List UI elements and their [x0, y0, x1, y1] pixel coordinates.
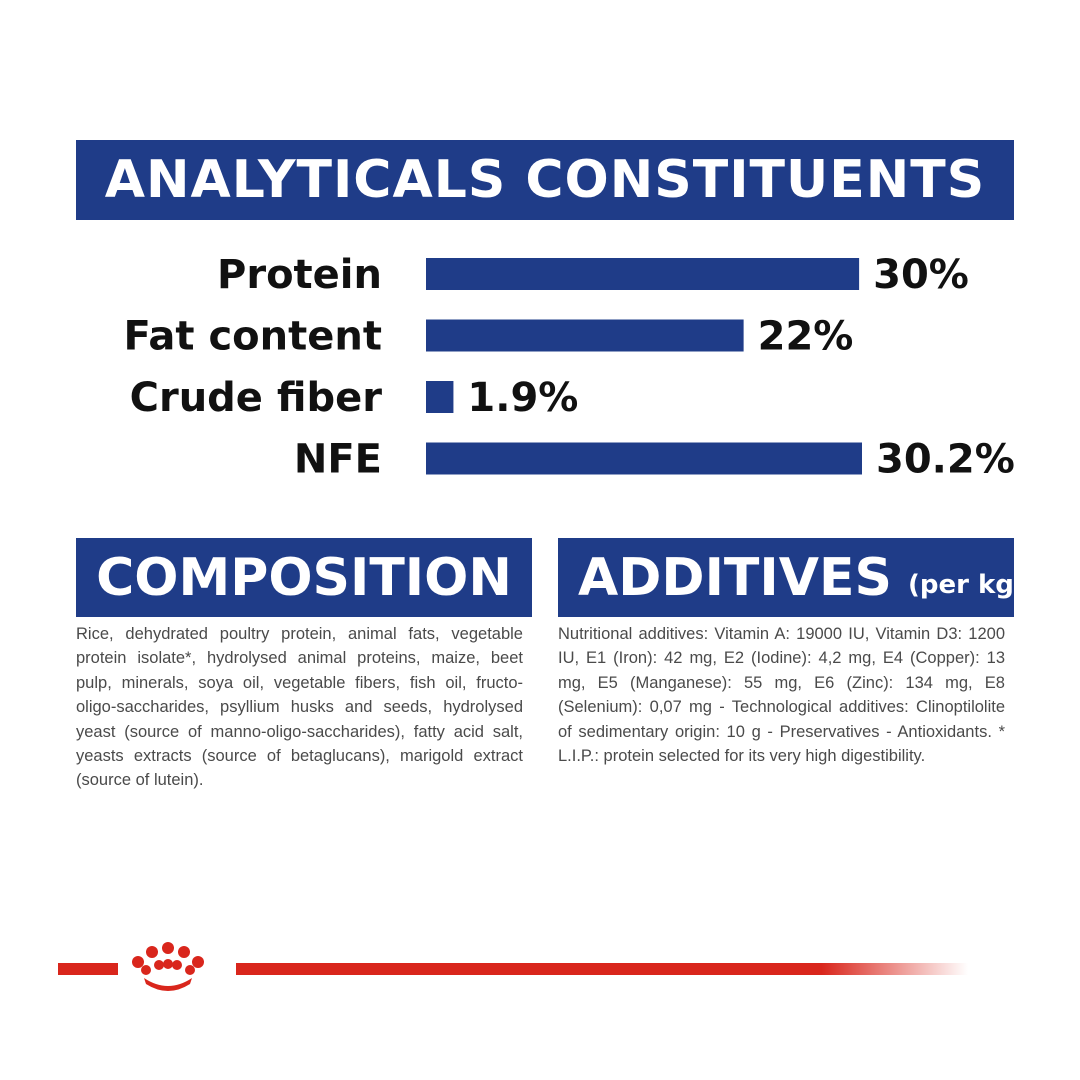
- bar-label-nfe: NFE: [293, 436, 382, 483]
- bar-crude-fiber: [426, 381, 453, 413]
- composition-banner: [76, 538, 532, 617]
- crown-icon: [132, 942, 204, 991]
- bar-fat-content: [426, 320, 744, 352]
- bar-value-protein: 30%: [873, 252, 969, 298]
- bar-label-fat-content: Fat content: [123, 313, 382, 360]
- footer-line-left: [58, 963, 118, 975]
- bar-nfe: [426, 443, 862, 475]
- composition-title: COMPOSITION: [96, 547, 512, 608]
- additives-text: Nutritional additives: Vitamin A: 19000 IU, Vitamin D3: 1200 IU, E1 (Iron): 42 mg, E2 (Iodine): 4,2 mg, E4 (Copper): 13 mg, E5 (Manganese): 55 mg, E6 (Zinc): 134 mg, E8 (Selenium): 0,07 mg - Technological additives: Clinoptilolite of sedimentary origin: 10 g - Preservatives - Antioxidants. * L.I.P.: protein selected for its very high digestibility.: [558, 625, 1005, 766]
- constituents-chart: [0, 0, 1080, 520]
- bar-label-protein: Protein: [217, 252, 382, 298]
- bar-value-nfe: 30.2%: [876, 436, 1015, 483]
- footer-line-right: [236, 963, 968, 975]
- additives-subtitle: (per kg): [907, 569, 1026, 600]
- bar-protein: [426, 258, 859, 290]
- bar-label-crude-fiber: Crude fiber: [129, 375, 382, 421]
- bar-value-crude-fiber: 1.9%: [467, 375, 579, 421]
- additives-banner: [558, 538, 1026, 617]
- analytics-title: ANALYTICALS CONSTITUENTS: [104, 150, 986, 210]
- bar-value-fat-content: 22%: [757, 313, 854, 360]
- additives-title: ADDITIVES: [578, 547, 892, 608]
- composition-text: Rice, dehydrated poultry protein, animal fats, vegetable protein isolate*, hydrolysed animal proteins, maize, beet pulp, minerals, soya oil, vegetable fibers, fish oil, fructo- oligo-saccharides, psyllium husks and seeds, hydrolysed yeast (source of manno-oligo-saccharides), fatty acid salt, yeasts extracts (source of betaglucans), marigold extract (source of lutein).: [76, 625, 523, 790]
- brand-footer: [58, 938, 968, 998]
